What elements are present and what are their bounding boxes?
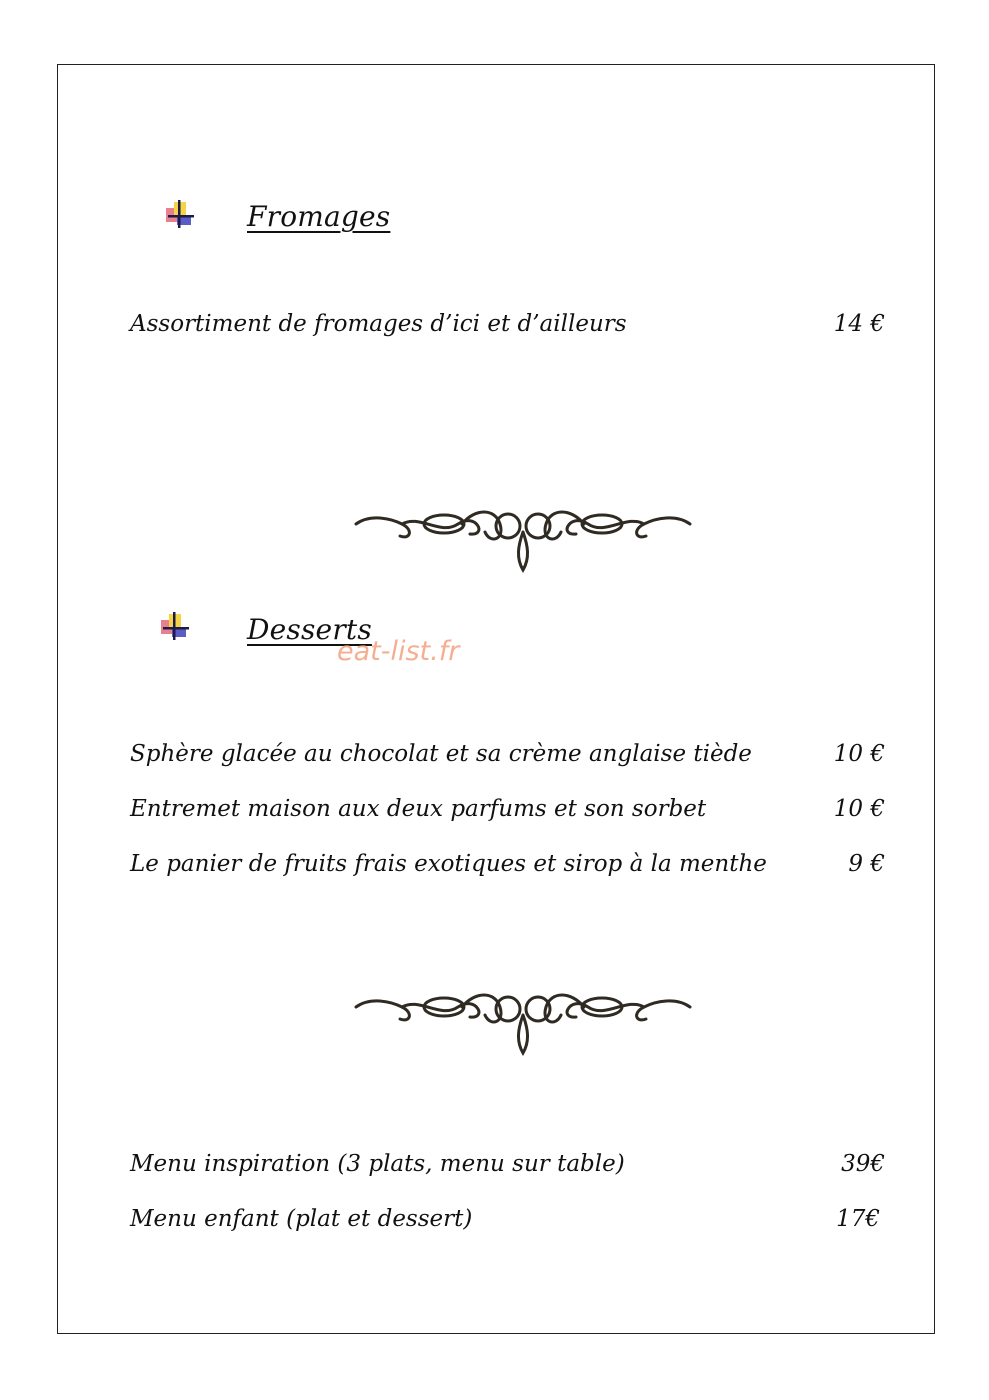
watermark: eat-list.fr [337, 636, 460, 667]
section-title-fromages: Fromages [247, 200, 391, 233]
menu-item [130, 741, 885, 775]
menu-item [130, 796, 885, 830]
bullet-icon [163, 199, 197, 231]
item-name: Sphère glacée au chocolat et sa crème anglaise tiède [130, 741, 752, 767]
menu-item [130, 1151, 885, 1185]
item-name: Entremet maison aux deux parfums et son sorbet [130, 796, 707, 822]
menu-item [130, 311, 885, 345]
menu-item [130, 851, 885, 885]
ornament-divider [350, 979, 696, 1059]
item-name: Assortiment de fromages d’ici et d’ailleurs [130, 311, 627, 337]
bullet-icon [158, 611, 192, 643]
item-price: 10 € [833, 741, 885, 767]
item-name: Menu enfant (plat et dessert) [130, 1206, 473, 1232]
item-price: 17€ [836, 1206, 880, 1232]
item-price: 9 € [848, 851, 885, 877]
section-title-desserts: Desserts [247, 613, 372, 646]
item-name: Le panier de fruits frais exotiques et sirop à la menthe [130, 851, 767, 877]
item-price: 10 € [833, 796, 885, 822]
item-price: 39€ [841, 1151, 885, 1177]
ornament-divider [350, 496, 696, 576]
page-border [57, 64, 935, 1334]
item-name: Menu inspiration (3 plats, menu sur table) [130, 1151, 625, 1177]
menu-item [130, 1206, 880, 1240]
item-price: 14 € [833, 311, 885, 337]
